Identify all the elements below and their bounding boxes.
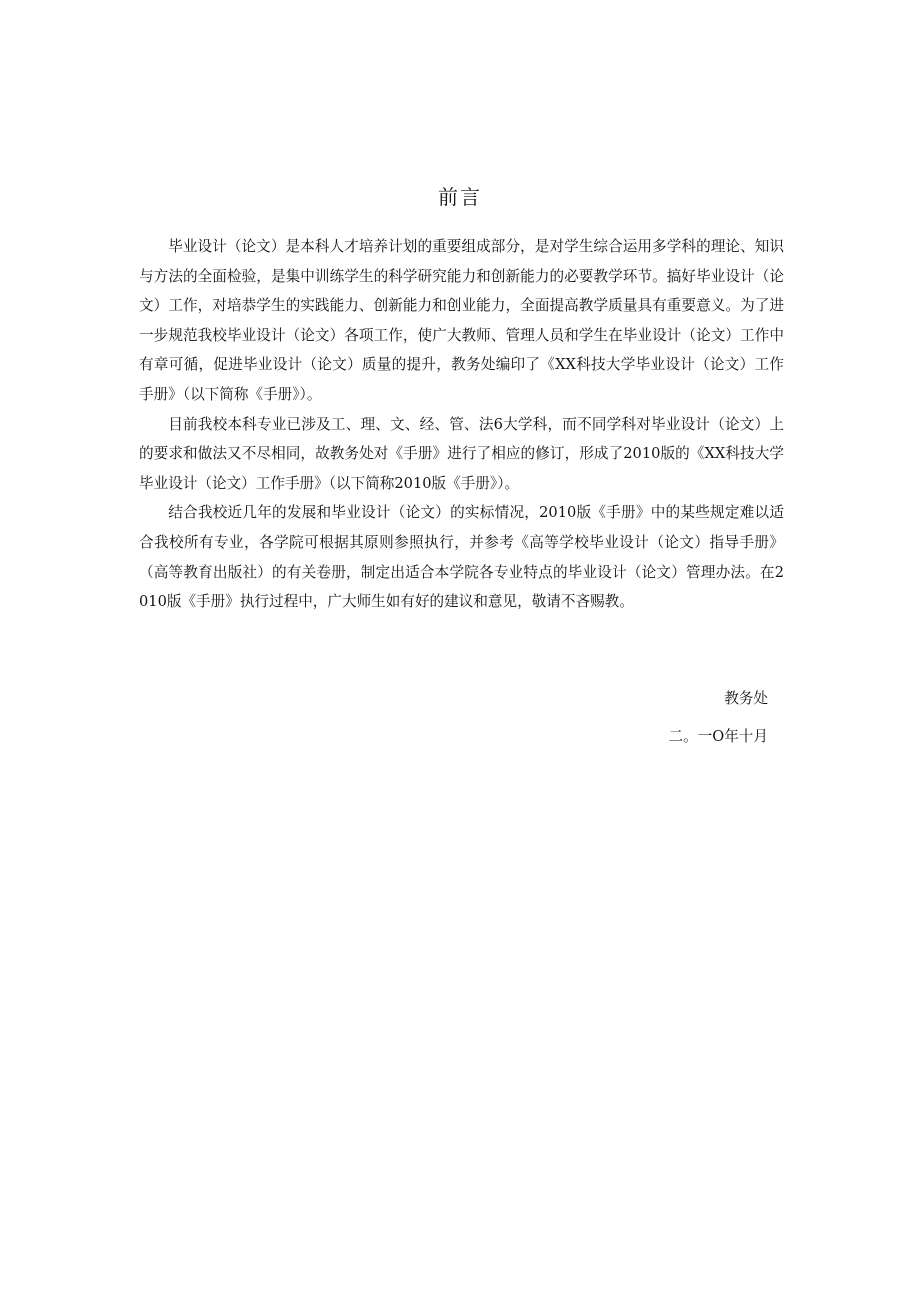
- signature-date: 二。一O年十月: [668, 727, 768, 745]
- paragraph-3: 结合我校近几年的发展和毕业设计（论文）的实标情况，2010版《手册》中的某些规定难以适合我校所有专业，各学院可根据其原则参照执行，并参考《高等学校毕业设计（论文）指导手册》（高等教育出版社）的有关卷册，制定出适合本学院各专业特点的毕业设计（论文）管理办法。在2010版《手册》执行过程中，广大师生如有好的建议和意见，敬请不吝赐教。: [139, 504, 784, 611]
- page-title: 前言: [438, 185, 482, 209]
- document-body: [139, 232, 784, 617]
- signature-department: 教务处: [724, 690, 768, 707]
- paragraph-2: 目前我校本科专业已涉及工、理、文、经、管、法6大学科，而不同学科对毕业设计（论文）上的要求和做法又不尽相同，故教务处对《手册》进行了相应的修订，形成了2010版的《XX科技大学毕业设计（论文）工作手册》（以下简称2010版《手册》）。: [139, 415, 784, 492]
- signature-block: [668, 684, 768, 751]
- paragraph-1: 毕业设计（论文）是本科人才培养计划的重要组成部分，是对学生综合运用多学科的理论、知识与方法的全面检验，是集中训练学生的科学研究能力和创新能力的必要教学环节。搞好毕业设计（论文）工作，对培恭学生的实践能力、创新能力和创业能力，全面提高教学质量具有重要意义。为了进一步规范我校毕业设计（论文）各项工作，使广大教师、管理人员和学生在毕业设计（论文）工作中有章可循，促进毕业设计（论文）质量的提升，教务处编印了《XX科技大学毕业设计（论文）工作手册》（以下简称《手册》）。: [139, 238, 784, 403]
